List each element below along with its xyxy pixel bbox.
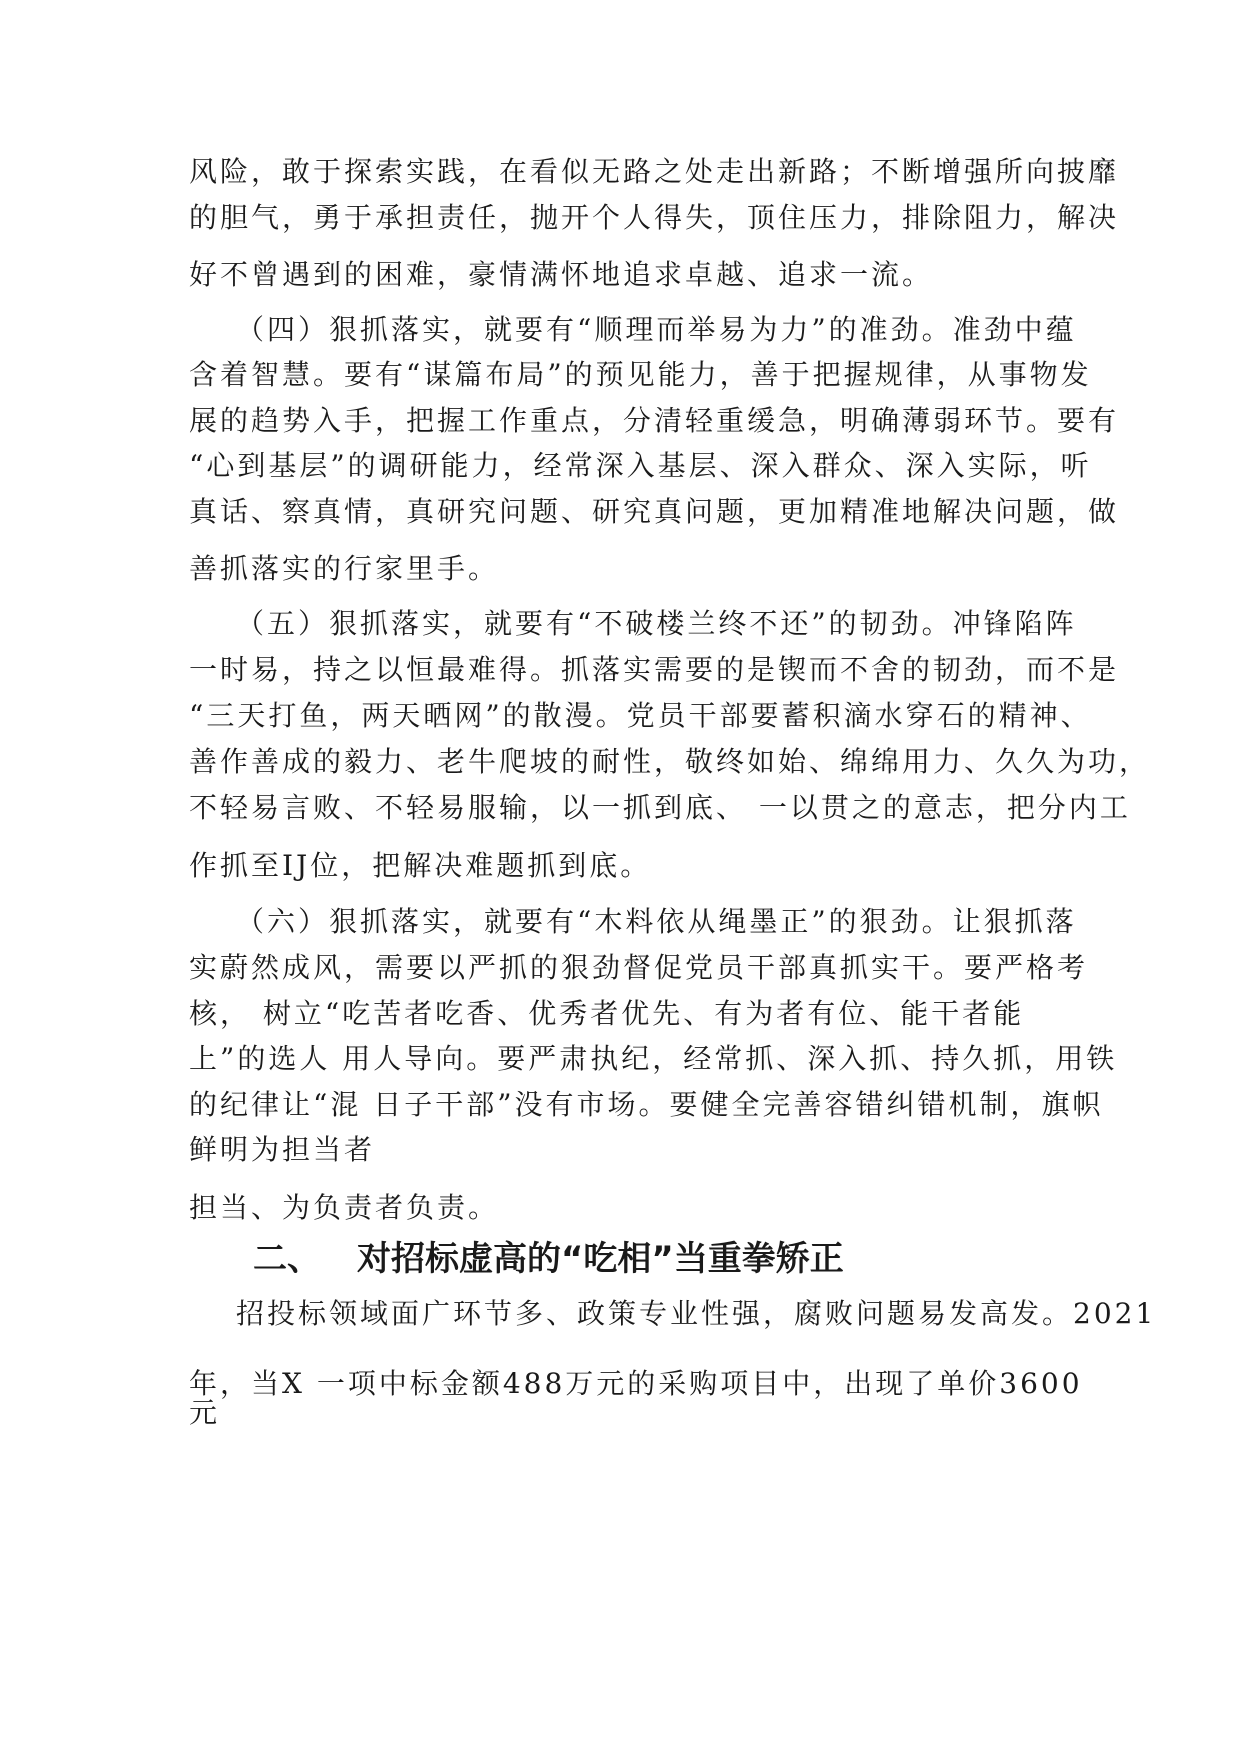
paragraph-five-start: （五）狠抓落实，就要有“不破楼兰终不还”的韧劲。冲锋陷阵 [236, 607, 1077, 640]
text-line: 不轻易言败、不轻易服输，以一抓到底、 一以贯之的意志，把分内工 [189, 791, 1131, 824]
text-line: 风险，敢于探索实践，在看似无路之处走出新路；不断增强所向披靡 [189, 155, 1120, 188]
section-number: 二、 [253, 1239, 321, 1279]
text-line: 鲜明为担当者 [189, 1133, 376, 1166]
text-line: 的纪律让“混 日子干部”没有市场。要健全完善容错纠错机制，旗帜 [189, 1088, 1104, 1121]
text-line: 展的趋势入手，把握工作重点，分清轻重缓急，明确薄弱环节。要有 [189, 404, 1120, 437]
text-line: “心到基层”的调研能力，经常深入基层、深入群众、深入实际，听 [189, 449, 1092, 482]
section-heading [253, 1239, 844, 1279]
section-title: 对招标虚高的“吃相”当重拳矫正 [357, 1239, 844, 1279]
text-line: 的胆气，勇于承担责任，抛开个人得失，顶住压力，排除阻力，解决 [189, 201, 1120, 234]
text-line: 善作善成的毅力、老牛爬坡的耐性，敬终如始、绵绵用力、久久为功， [189, 745, 1151, 778]
text-line: 善抓落实的行家里手。 [189, 552, 500, 585]
paragraph-six-start: （六）狠抓落实，就要有“木料依从绳墨正”的狠劲。让狠抓落 [236, 905, 1077, 938]
text-line: 上”的选人 用人导向。要严肃执纪，经常抓、深入抓、持久抓，用铁 [189, 1042, 1118, 1075]
text-line: 实蔚然成风，需要以严抓的狠劲督促党员干部真抓实干。要严格考 [189, 951, 1089, 984]
text-line: 年，当X 一项中标金额488万元的采购项目中，出现了单价3600 [189, 1367, 1083, 1400]
text-line: 一时易，持之以恒最难得。抓落实需要的是锲而不舍的韧劲，而不是 [189, 653, 1120, 686]
paragraph-four-start: （四）狠抓落实，就要有“顺理而举易为力”的准劲。准劲中蕴 [236, 313, 1077, 346]
text-line: “三天打鱼，两天晒网”的散漫。党员干部要蓄积滴水穿石的精神、 [189, 699, 1092, 732]
text-line: 含着智慧。要有“谋篇布局”的预见能力，善于把握规律，从事物发 [189, 358, 1092, 391]
text-line: 真话、察真情，真研究问题、研究真问题，更加精准地解决问题，做 [189, 495, 1120, 528]
text-line: 元 [189, 1396, 221, 1429]
text-line: 好不曾遇到的困难，豪情满怀地追求卓越、追求一流。 [189, 258, 934, 291]
text-line: 核， 树立“吃苦者吃香、优秀者优先、有为者有位、能干者能 [189, 997, 1025, 1030]
text-line: 作抓至IJ位，把解决难题抓到底。 [189, 849, 652, 882]
text-line: 招投标领域面广环节多、政策专业性强，腐败问题易发高发。2021 [236, 1297, 1157, 1330]
text-line: 担当、为负责者负责。 [189, 1191, 500, 1224]
